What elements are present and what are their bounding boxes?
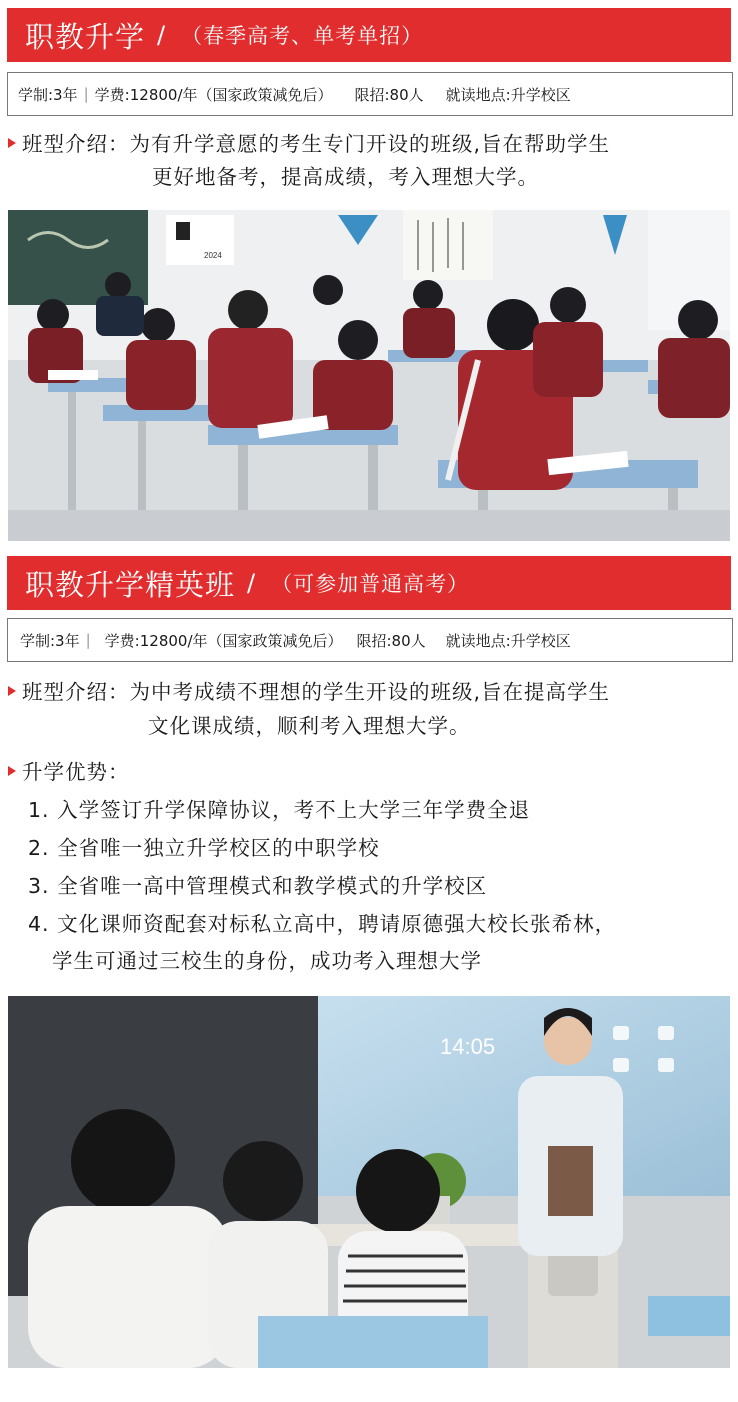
section1-duration: 学制:3年: [18, 85, 78, 104]
advantage-item: 3. 全省唯一高中管理模式和教学模式的升学校区: [28, 874, 488, 898]
advantage-item-continuation: 学生可通过三校生的身份，成功考入理想大学: [52, 949, 482, 973]
advantage-item: 1. 入学签订升学保障协议，考不上大学三年学费全退: [28, 798, 531, 822]
section1-intro: [8, 128, 610, 160]
section2-quota: 限招:80人: [356, 631, 426, 650]
section1-info-bar: [7, 72, 733, 116]
section2-intro-line1: 为中考成绩不理想的学生开设的班级,旨在提高学生: [129, 680, 611, 704]
section1-intro-label: 班型介绍：: [22, 132, 130, 156]
section2-title: 职教升学精英班: [25, 567, 236, 602]
triangle-bullet-icon: [8, 686, 16, 696]
section2-slash: /: [247, 569, 256, 597]
section2-info-bar: [7, 618, 733, 662]
section2-location: 就读地点:升学校区: [445, 631, 571, 650]
section1-quota: 限招:80人: [354, 85, 424, 104]
advantage-item: 2. 全省唯一独立升学校区的中职学校: [28, 836, 380, 860]
divider: |: [83, 85, 89, 103]
advantages-label: 升学优势：: [22, 760, 130, 784]
section1-intro-line1: 为有升学意愿的考生专门开设的班级,旨在帮助学生: [129, 132, 611, 156]
section1-slash: /: [157, 21, 166, 49]
divider: |: [85, 631, 91, 649]
triangle-bullet-icon: [8, 766, 16, 776]
advantage-item: 4. 文化课师资配套对标私立高中，聘请原德强大校长张希林，: [28, 912, 617, 936]
section1-banner: [7, 8, 731, 62]
section1-subtitle: （春季高考、单考单招）: [181, 24, 424, 48]
teacher-classroom-photo: [8, 996, 730, 1368]
section1-title: 职教升学: [25, 19, 146, 54]
section1-location: 就读地点:升学校区: [445, 85, 571, 104]
section1-intro-line2: 更好地备考，提高成绩，考入理想大学。: [152, 165, 539, 189]
section2-banner: [7, 556, 731, 610]
section2-intro-line2: 文化课成绩，顺利考入理想大学。: [148, 714, 471, 738]
section2-intro: [8, 676, 610, 708]
section2-subtitle: （可参加普通高考）: [271, 572, 470, 596]
triangle-bullet-icon: [8, 138, 16, 148]
section2-intro-label: 班型介绍：: [22, 680, 130, 704]
section1-tuition: 学费:12800/年（国家政策减免后）: [94, 85, 333, 104]
board-year: 2024: [204, 251, 222, 260]
section2-duration: 学制:3年: [20, 631, 80, 650]
advantages-heading: [8, 756, 130, 788]
screen-clock: 14:05: [440, 1034, 496, 1059]
classroom-exam-photo: [8, 210, 730, 541]
section2-tuition: 学费:12800/年（国家政策减免后）: [104, 631, 343, 650]
